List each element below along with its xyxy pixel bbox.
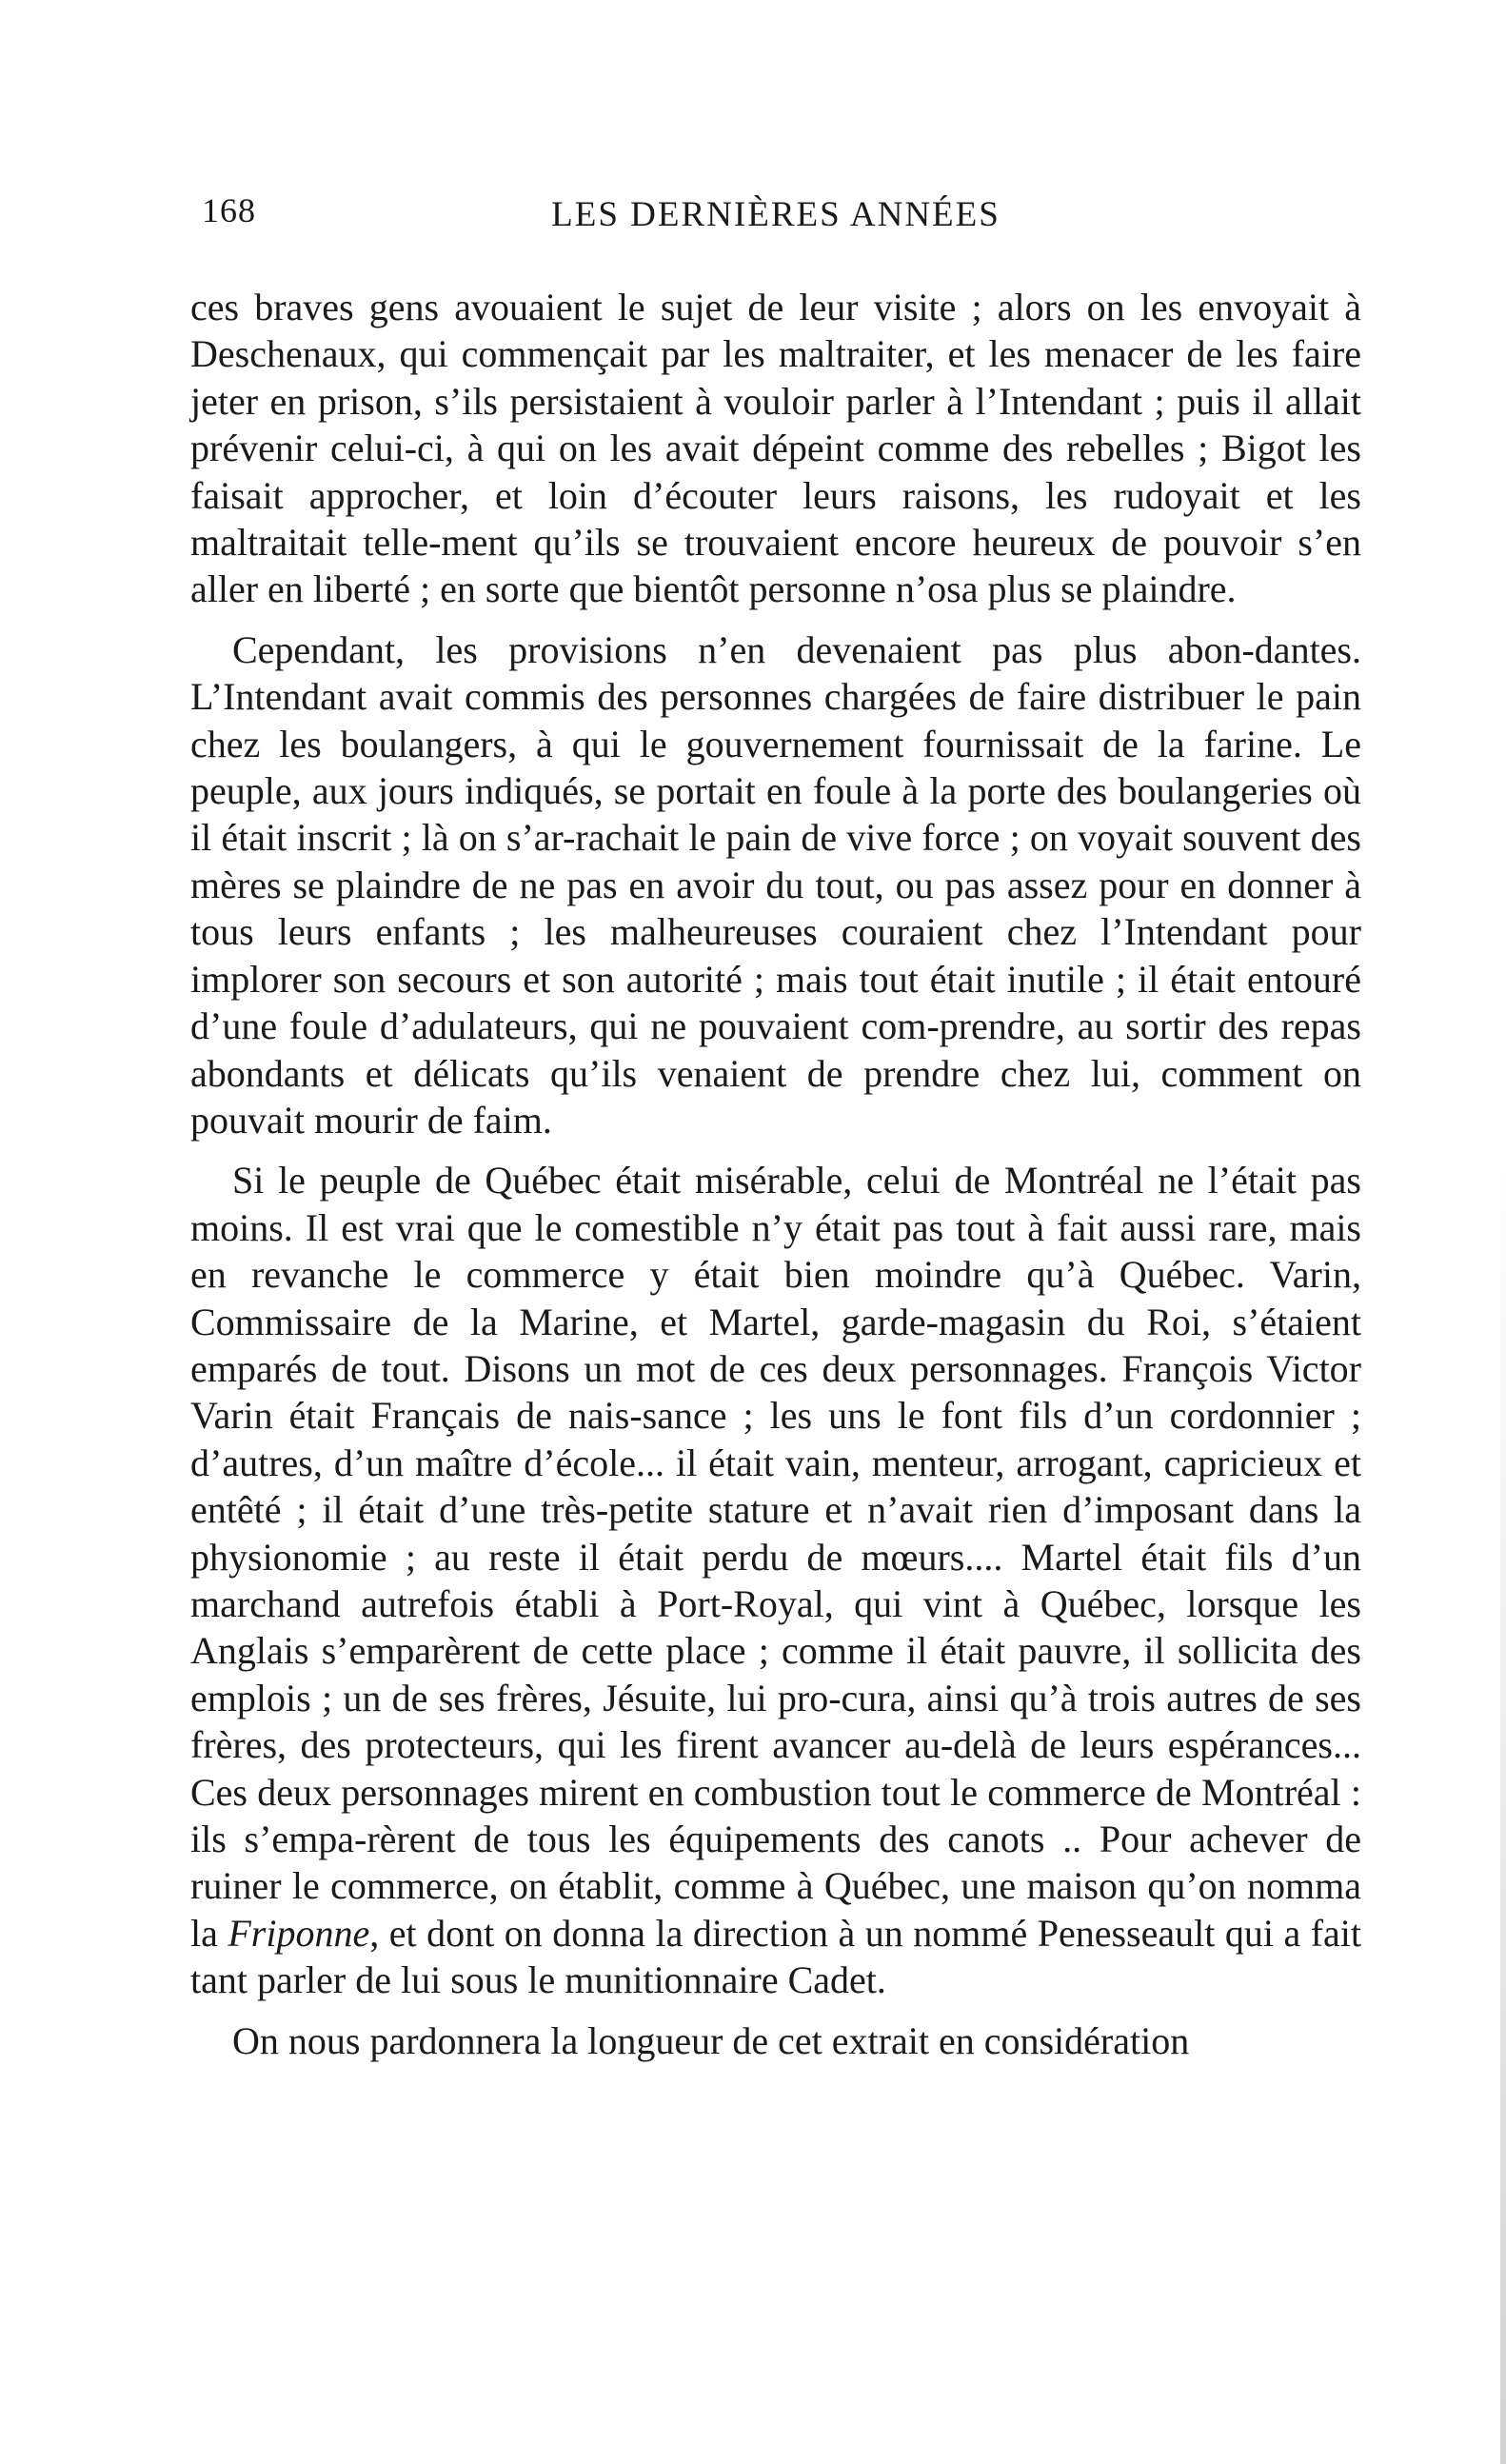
paragraph-2: Cependant, les provisions n’en devenaient pas plus abon-dantes. L’Intendant avait commis des personnes chargées de faire distribuer le pain chez les boulangers, à qui le gouvernement fournissait de la farine. Le peuple, aux jours indiqués, se portait en foule à la porte des boulangeries où il était inscrit ; là on s’ar-rachait le pain de vive force ; on voyait souvent des mères se plaindre de ne pas en avoir du tout, ou pas assez pour en donner à tous leurs enfants ; les malheureuses couraient chez l’Intendant pour implorer son secours et son autorité ; mais tout était inutile ; il était entouré d’une foule d’adulateurs, qui ne pouvaient com-prendre, au sortir des repas abondants et délicats qu’ils venaient de prendre chez lui, comment on pouvait mourir de faim. [190,627,1361,1142]
paragraph-3-text: Si le peuple de Québec était misérable, celui de Montréal ne l’était pas moins. Il est vrai que le comestible n’y était pas tout à fait aussi rare, mais en revanche le commerce y était bien moindre qu’à Québec. Varin, Commissaire de la Marine, et Martel, garde-magasin du Roi, s’étaient emparés de tout. Disons un mot de ces deux personnages. François Victor Varin était Français de nais-sance ; les uns le font fils d’un cordonnier ; d’autres, d’un maître d’école... il était vain, menteur, arrogant, capricieux et entêté ; il était d’une très-petite stature et n’avait rien d’imposant dans la physionomie ; au reste il était perdu de mœurs.... Martel était fils d’un marchand autrefois établi à Port-Royal, qui vint à Québec, lorsque les Anglais s’emparèrent de cette place ; comme il était pauvre, il sollicita des emplois ; un de ses frères, Jésuite, lui pro-cura, ainsi qu’à trois autres de ses frères, des protecteurs, qui les firent avancer au-delà de leurs espérances... Ces deux personnages mirent en combustion tout le commerce de Montréal : ils s’empa-rèrent de tous les équipements des canots .. Pour achever de ruiner le commerce, on établit, comme à Québec, une maison qu’on nomma la [190,1159,1361,1955]
paragraph-3 [190,1157,1361,2003]
page-number: 168 [202,191,256,229]
running-head [190,190,1361,251]
paragraph-4: On nous pardonnera la longueur de cet extrait en considération [232,2018,1190,2062]
book-page [190,190,1361,2064]
italic-term-friponne: Friponne [228,1911,370,1955]
paragraph-3-tail: , et dont on donna la direction à un nommé Penesseault qui a fait tant parler de lui sous le munitionnaire Cadet. [190,1911,1361,2002]
running-title: LES DERNIÈRES ANNÉES [551,195,1001,234]
paragraph-1: ces braves gens avouaient le sujet de leur visite ; alors on les envoyait à Deschenaux, qui commençait par les maltraiter, et les menacer de les faire jeter en prison, s’ils persistaient à vouloir parler à l’Intendant ; puis il allait prévenir celui-ci, à qui on les avait dépeint comme des rebelles ; Bigot les faisait approcher, et loin d’écouter leurs raisons, les rudoyait et les maltraitait telle-ment qu’ils se trouvaient encore heureux de pouvoir s’en aller en liberté ; en sorte que bientôt personne n’osa plus se plaindre. [190,286,1361,611]
scan-edge-shadow [1500,1123,1506,2464]
